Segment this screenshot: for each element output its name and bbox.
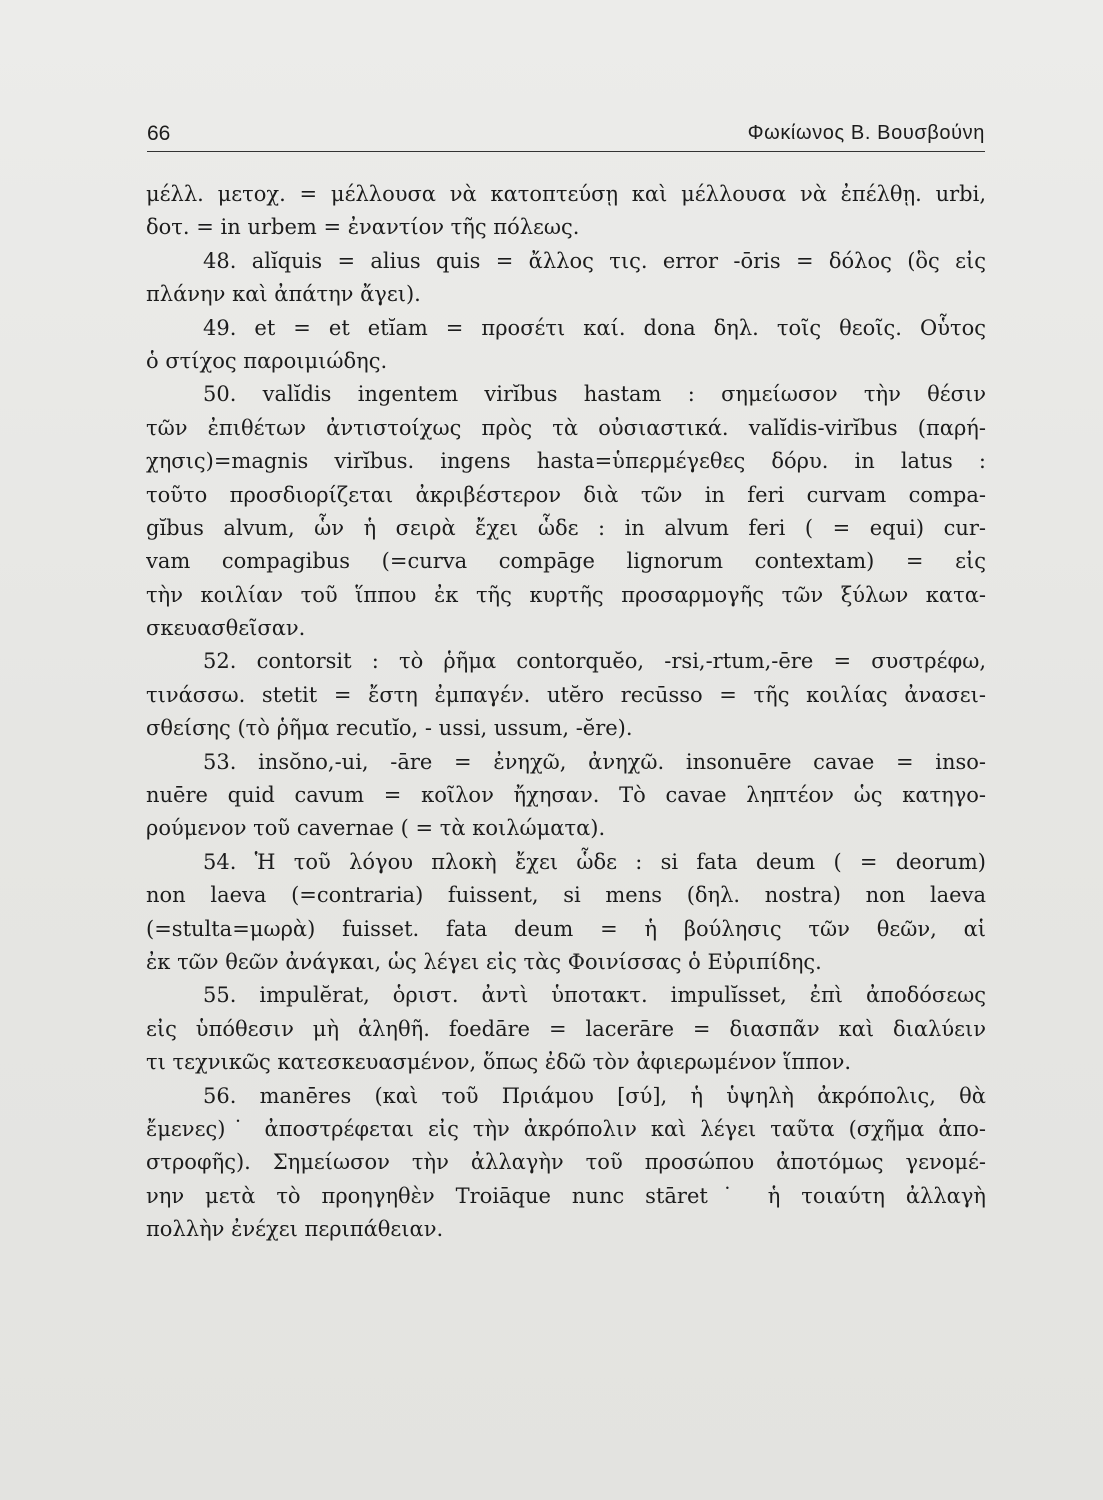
text-line: 52. contorsit : τὸ ῥῆμα contorquĕo, -rsi,-rtum,-ēre = συστρέφω, [203,649,986,674]
header-rule [147,151,985,152]
body-text [146,178,986,1247]
text-line: σθείσης (τὸ ῥῆμα recutĭo, - ussi, ussum, -ĕre). [146,716,633,741]
text-line: ρούμενον τοῦ cavernae ( = τὰ κοιλώματα). [146,816,606,841]
text-line: τινάσσω. stetit = ἔστη ἐμπαγέν. utĕro recūsso = τῆς κοιλίας ἀνασει- [146,682,986,707]
text-line: ἔμενες)˙ ἀποστρέφεται εἰς τὴν ἀκρόπολιν καὶ λέγει ταῦτα (σχῆμα ἀπο- [146,1116,986,1141]
text-line: εἰς ὑπόθεσιν μὴ ἀληθῆ. foedāre = lacerāre = διασπᾶν καὶ διαλύειν [146,1016,986,1041]
text-line: μέλλ. μετοχ. = μέλλουσα νὰ κατοπτεύσῃ καὶ μέλλουσα νὰ ἐπέλθῃ. urbi, [146,182,986,206]
text-line: τι τεχνικῶς κατεσκευασμένον, ὅπως ἐδῶ τὸν ἀφιερωμένον ἵππον. [146,1050,852,1075]
text-line: 53. insŏno,-ui, -āre = ἐνηχῶ, ἀνηχῶ. insonuēre cavae = inso- [203,749,986,774]
text-line: χησις)=magnis virĭbus. ingens hasta=ὑπερμέγεθες δόρυ. in latus : [146,449,986,474]
text-line: 48. alĭquis = alius quis = ἄλλος τις. error -ōris = δόλος (ὃς εἰς [203,248,986,273]
text-line: vam compagibus (=curva compāge lignorum contextam) = εἰς [146,549,986,574]
text-line: gĭbus alvum, ὧν ἡ σειρὰ ἔχει ὧδε : in alvum feri ( = equi) cur- [146,515,986,540]
text-line: non laeva (=contraria) fuissent, si mens (δηλ. nostra) non laeva [146,883,986,908]
text-line: σκευασθεῖσαν. [146,616,306,641]
text-line: στροφῆς). Σημείωσον τὴν ἀλλαγὴν τοῦ προσώπου ἀποτόμως γενομέ- [146,1150,986,1175]
text-line: 56. manēres (καὶ τοῦ Πριάμου [σύ], ἡ ὑψηλὴ ἀκρόπολις, θὰ [203,1083,986,1108]
text-line: νην μετὰ τὸ προηγηθὲν Troiāque nunc stāret˙ ἡ τοιαύτη ἀλλαγὴ [146,1183,986,1208]
text-line: 55. impulĕrat, ὁριστ. ἀντὶ ὑποτακτ. impulĭsset, ἐπὶ ἀποδόσεως [203,983,986,1008]
text-line: τὴν κοιλίαν τοῦ ἵππου ἐκ τῆς κυρτῆς προσαρμογῆς τῶν ξύλων κατα- [146,582,986,607]
text-line: τῶν ἐπιθέτων ἀντιστοίχως πρὸς τὰ οὐσιαστικά. valĭdis-virĭbus (παρή- [146,415,986,440]
text-line: 54. Ἡ τοῦ λόγου πλοκὴ ἔχει ὧδε : si fata deum ( = deorum) [203,849,986,874]
text-line: πολλὴν ἐνέχει περιπάθειαν. [146,1217,444,1242]
page-header [147,122,985,152]
text-line: (=stulta=μωρὰ) fuisset. fata deum = ἡ βούλησις τῶν θεῶν, αἱ [146,916,986,941]
text-line: πλάνην καὶ ἀπάτην ἄγει). [146,282,421,307]
text-line: 49. et = et etĭam = προσέτι καί. dona δηλ. τοῖς θεοῖς. Οὗτος [203,315,986,340]
text-line: δοτ. = in urbem = ἐναντίον τῆς πόλεως. [146,215,580,240]
page-number: 66 [147,122,171,145]
text-line: τοῦτο προσδιορίζεται ἀκριβέστερον διὰ τῶν in feri curvam compa- [146,482,986,507]
text-line: ὁ στίχος παροιμιώδης. [146,348,388,373]
running-head-author: Φωκίωνος Β. Βουσβούνη [747,122,985,144]
text-line: nuēre quid cavum = κοῖλον ἤχησαν. Τὸ cavae ληπτέον ὡς κατηγο- [146,783,986,808]
text-line: ἐκ τῶν θεῶν ἀνάγκαι, ὡς λέγει εἰς τὰς Φοινίσσας ὁ Εὐριπίδης. [146,949,822,974]
text-line: 50. valĭdis ingentem virĭbus hastam : σημείωσον τὴν θέσιν [203,382,986,407]
